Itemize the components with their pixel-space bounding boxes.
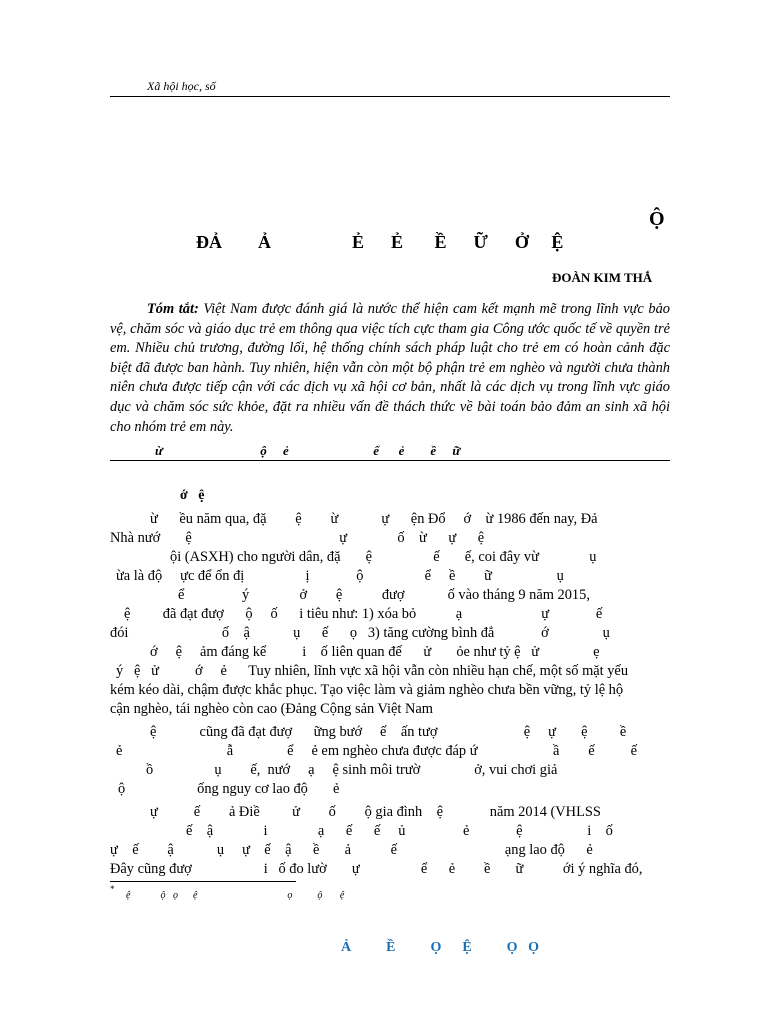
- page-footer: Ả Ề Ọ Ệ Ọ Ọ: [341, 940, 539, 955]
- body-line: kém kéo dài, chậm được khắc phục. Tạo việc làm và giảm nghèo chưa bền vững, tỷ lệ hộ: [110, 682, 624, 698]
- body-line: ệ đã đạt đượ ộ ố i tiêu như: 1) xóa bỏ ạ ự ế: [124, 606, 603, 622]
- running-title: Xã hội học, số: [147, 79, 216, 93]
- body-line: ồ ụ ế, nướ ạ ệ sinh môi trườ ở, vui chơi giả: [146, 762, 558, 778]
- footnote-mark: *: [110, 884, 115, 894]
- abstract-label: Tóm tắt:: [147, 301, 199, 317]
- body-line: ừa là độ ực để ổn đị ị ộ ể ề ữ ụ: [116, 568, 564, 584]
- body-line: ớ ệ ảm đáng kể i ố liên quan đế ử ỏe như tỷ ệ ử ẹ: [150, 644, 600, 660]
- article-title: ĐẢ Ả Ẻ Ẻ Ề Ữ Ở Ệ: [196, 232, 564, 252]
- body-line: ừ ều năm qua, đặ ệ ừ ự ện Đổ ớ ừ 1986 đến nay, Đả: [150, 511, 598, 527]
- body-line: đói ố ậ ụ ế ọ 3) tăng cường bình đẳ ớ ụ: [110, 625, 610, 641]
- body-line: Đây cũng đượ i ố đo lườ ự ể ẻ ề ữ ới ý nghĩa đó,: [110, 861, 643, 877]
- header-rule: [110, 96, 670, 97]
- abstract: [110, 300, 670, 437]
- body-line: Nhà nướ ệ ự ố ừ ự ệ: [110, 530, 485, 546]
- body-line: ự ế ả Điề ử ố ộ gia đình ệ năm 2014 (VHLSS: [150, 804, 601, 820]
- body-line: ẻ ẫ ể ẻ em nghèo chưa được đáp ứ ầ ế ế: [116, 743, 637, 759]
- body-line: ể ý ở ệ đượ ố vào tháng 9 năm 2015,: [178, 587, 590, 603]
- section-heading: ớ ệ: [180, 488, 205, 503]
- footnote-rule: [110, 881, 296, 882]
- body-line: ộ ống nguy cơ lao độ ẻ: [118, 781, 340, 797]
- body-line: ý ệ ử ớ ẻ Tuy nhiên, lĩnh vực xã hội vẫn còn nhiều hạn chế, một số mặt yếu: [116, 663, 629, 679]
- author-name: ĐOÀN KIM THẮ: [552, 270, 653, 285]
- body-line: ội (ASXH) cho người dân, đặ ệ ế ế, coi đây vừ ụ: [170, 549, 597, 565]
- body-line: ế ậ i ạ ế ế ủ ẻ ệ i ố: [186, 823, 613, 839]
- abstract-text: Việt Nam được đánh giá là nước thể hiện cam kết mạnh mẽ trong lĩnh vực bảo vệ, chăm sóc và giáo dục trẻ em thông qua việc tích cực tham gia Công ước quốc tế về quyền trẻ em. Nhiều chủ trương, đường lối, hệ thống chính sách pháp luật cho trẻ em có hoàn cảnh đặc biệt đã được ban hành. Tuy nhiên, hiện vẫn còn một bộ phận trẻ em nghèo và người chưa thành niên chưa được tiếp cận với các dịch vụ xã hội cơ bản, nhất là các dịch vụ trong lĩnh vực giáo dục và chăm sóc sức khỏe, đặt ra nhiều vấn đề thách thức về bài toán bảo đảm an sinh xã hội cho nhóm trẻ em này.: [110, 301, 670, 435]
- title-accent: Ộ: [649, 208, 665, 230]
- keywords-rule: [110, 460, 670, 461]
- body-line: ệ cũng đã đạt đượ ững bướ ế ấn tượ ệ ự ệ ề: [150, 724, 627, 740]
- body-line: ự ế ậ ụ ự ế ậ ề ả ế ạng lao độ ẻ: [110, 842, 593, 858]
- keywords: ừ ộ ẻ ể ẻ ề ữ: [155, 443, 461, 458]
- body-line: cận nghèo, tái nghèo còn cao (Đảng Cộng sản Việt Nam: [110, 701, 433, 717]
- footnote-text: ệ ộ ọ ệ ọ ộ ệ: [126, 890, 345, 901]
